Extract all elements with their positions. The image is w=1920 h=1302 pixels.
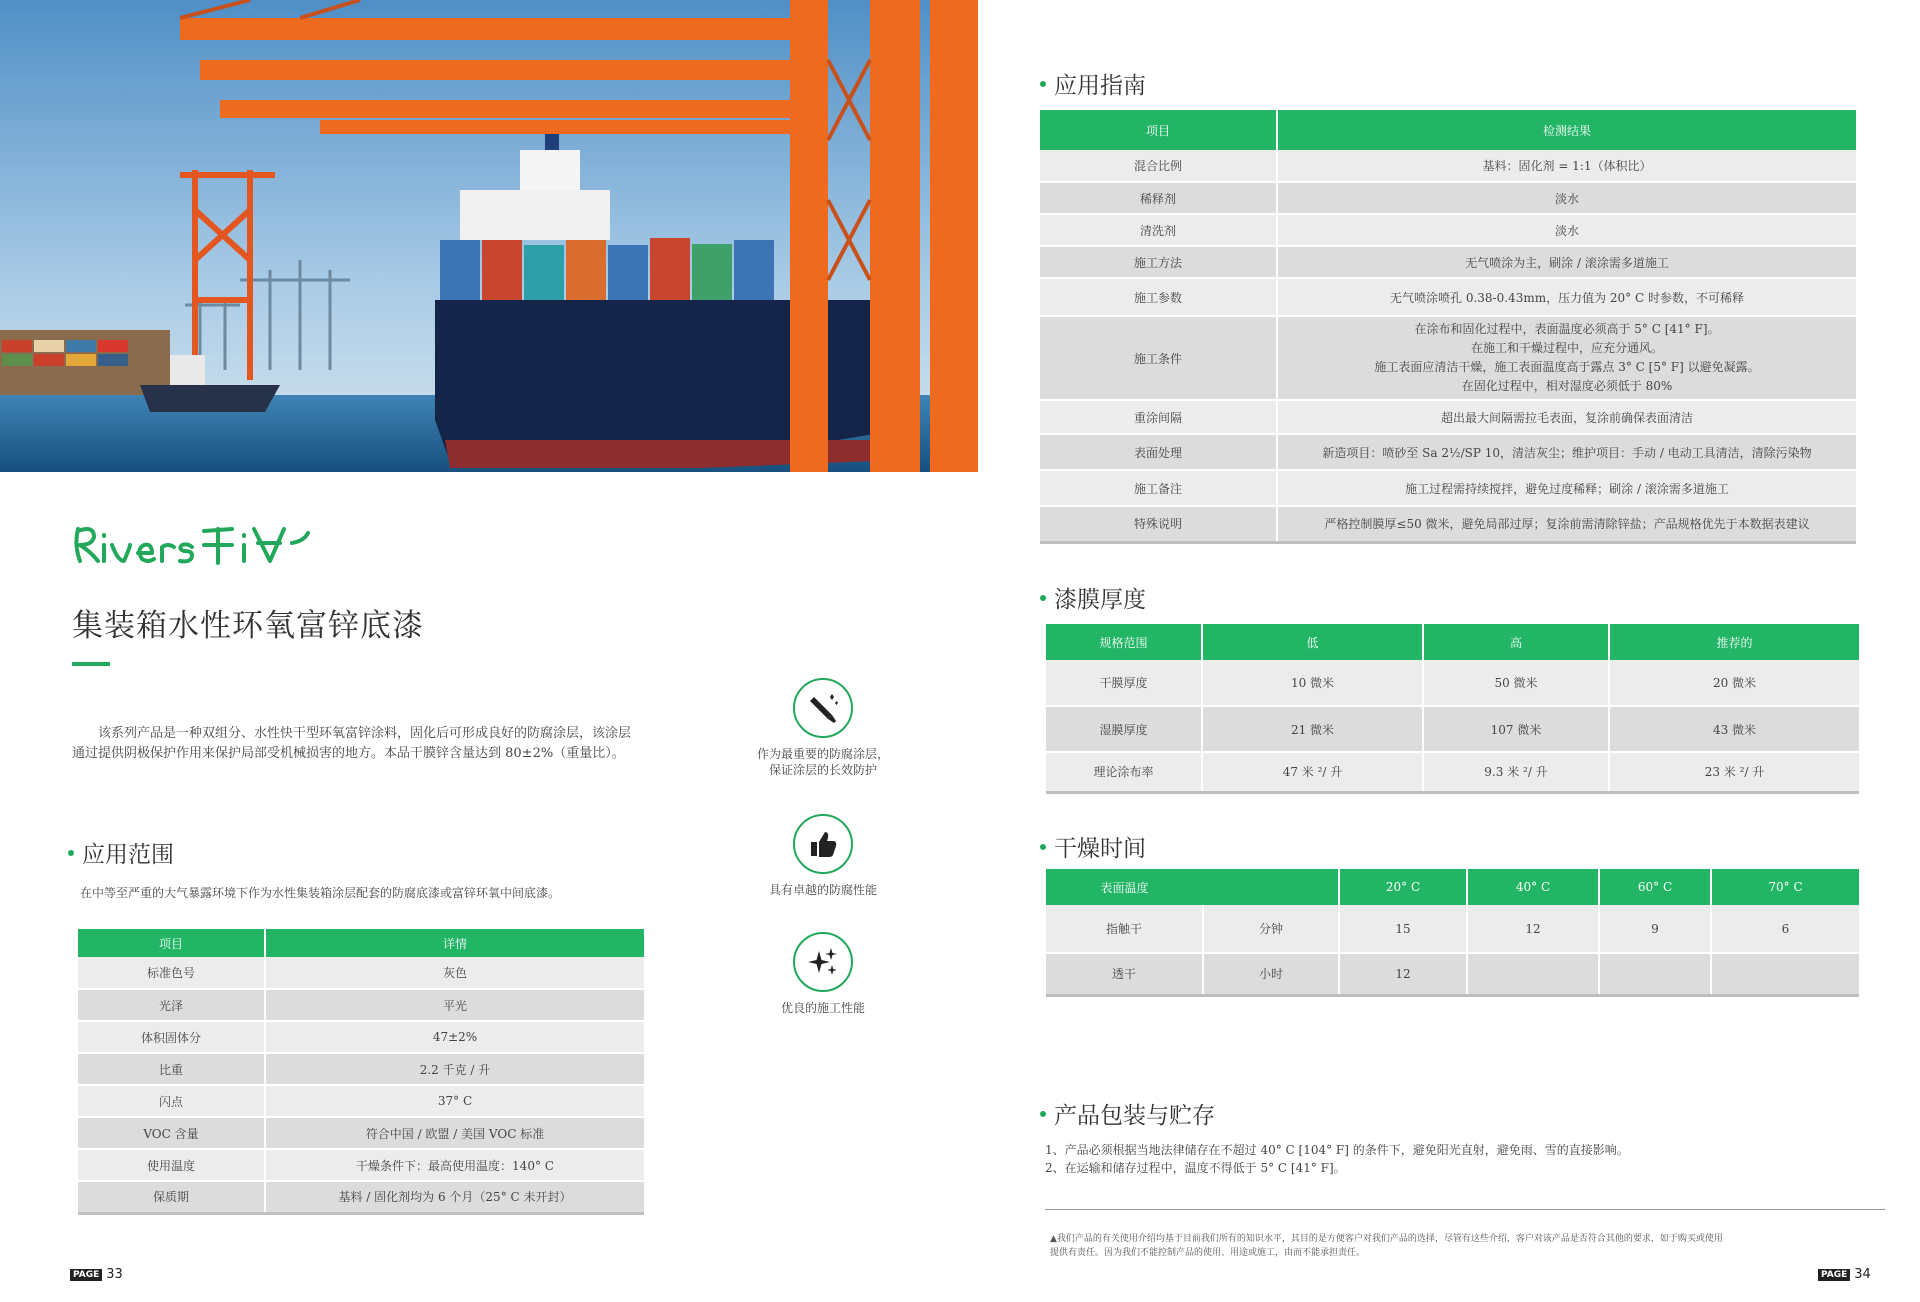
table-row <box>1040 214 1856 246</box>
film-cell: 107 微米 <box>1423 706 1609 752</box>
film-header: 低 <box>1202 624 1423 660</box>
bullet-dot <box>1040 595 1046 601</box>
feature-application <box>728 932 918 1016</box>
film-cell: 47 米 ²/ 升 <box>1202 752 1423 792</box>
guide-cell: 淡水 <box>1277 214 1856 246</box>
storage-line: 1、产品必须根据当地法律储存在不超过 40° C [104° F] 的条件下，避免阳光直射，避免雨、雪的直接影响。 <box>1045 1143 1629 1157</box>
conditions-lines <box>1278 320 1856 396</box>
table-row <box>78 1085 644 1117</box>
film-cell: 20 微米 <box>1609 660 1859 706</box>
scope-heading <box>68 836 174 869</box>
spec-table <box>78 929 644 1215</box>
table-row <box>78 1021 644 1053</box>
guide-cell: 严格控制膜厚≤50 微米，避免局部过厚；复涂前需清除锌盐；产品规格优先于本数据表建议 <box>1277 506 1856 542</box>
spec-cell: 光泽 <box>78 989 265 1021</box>
guide-cell: 施工参数 <box>1040 278 1277 316</box>
guide-cell: 无气喷涂为主，刷涂 / 滚涂需多道施工 <box>1277 246 1856 278</box>
spec-cell: 2.2 千克 / 升 <box>265 1053 644 1085</box>
spec-cell: 干燥条件下：最高使用温度：140° C <box>265 1149 644 1181</box>
drying-time-table <box>1046 869 1859 997</box>
guide-cell: 超出最大间隔需拉毛表面，复涂前确保表面清洁 <box>1277 400 1856 434</box>
table-row <box>1046 752 1859 792</box>
spec-cell: 37° C <box>265 1085 644 1117</box>
dry-cell <box>1711 953 1859 995</box>
guide-cell: 施工方法 <box>1040 246 1277 278</box>
dry-cell <box>1467 953 1599 995</box>
guide-cell: 清洗剂 <box>1040 214 1277 246</box>
dry-header: 70° C <box>1711 869 1859 905</box>
guide-cell: 施工条件 <box>1040 316 1277 400</box>
product-title: 集装箱水性环氧富锌底漆 <box>72 608 424 644</box>
port-photo <box>0 0 978 472</box>
film-cell: 湿膜厚度 <box>1046 706 1202 752</box>
table-row <box>1040 182 1856 214</box>
spec-cell: 体积固体分 <box>78 1021 265 1053</box>
storage-line: 2、在运输和储存过程中，温度不得低于 5° C [41° F]。 <box>1045 1161 1346 1175</box>
page-tag: PAGE <box>70 1269 102 1281</box>
guide-cell: 基料：固化剂 = 1:1（体积比） <box>1277 150 1856 182</box>
film-cell: 理论涂布率 <box>1046 752 1202 792</box>
footer-divider <box>1045 1209 1885 1210</box>
guide-cell: 淡水 <box>1277 182 1856 214</box>
table-row <box>1046 660 1859 706</box>
storage-text <box>1045 1141 1629 1177</box>
spec-cell: 比重 <box>78 1053 265 1085</box>
spec-cell: 平光 <box>265 989 644 1021</box>
bullet-dot <box>1040 1111 1046 1117</box>
table-row <box>1040 316 1856 400</box>
film-cell: 43 微米 <box>1609 706 1859 752</box>
table-row <box>1040 150 1856 182</box>
film-heading-text: 漆膜厚度 <box>1054 587 1146 613</box>
feature-protection <box>728 678 918 778</box>
table-row <box>1046 905 1859 953</box>
feature-performance <box>728 814 918 898</box>
guide-cell: 无气喷涂喷孔 0.38-0.43mm，压力值为 20° C 时参数，不可稀释 <box>1277 278 1856 316</box>
spec-cell: 保质期 <box>78 1181 265 1213</box>
table-row <box>1046 706 1859 752</box>
spec-cell: 符合中国 / 欧盟 / 美国 VOC 标准 <box>265 1117 644 1149</box>
guide-cell: 新造项目：喷砂至 Sa 2½/SP 10，清洁灰尘；维护项目：手动 / 电动工具清洁，清除污染物 <box>1277 434 1856 470</box>
film-cell: 10 微米 <box>1202 660 1423 706</box>
dry-cell: 12 <box>1467 905 1599 953</box>
table-row <box>78 957 644 989</box>
condition-line: 施工表面应清洁干燥，施工表面温度高于露点 3° C [5° F] 以避免凝露。 <box>1374 360 1760 374</box>
film-header: 规格范围 <box>1046 624 1202 660</box>
feature-text: 优良的施工性能 <box>780 1001 865 1015</box>
dry-cell: 9 <box>1599 905 1711 953</box>
film-cell: 干膜厚度 <box>1046 660 1202 706</box>
guide-table <box>1040 110 1856 544</box>
table-row <box>78 1149 644 1181</box>
spec-header-detail: 详情 <box>265 929 644 957</box>
dry-cell: 12 <box>1339 953 1467 995</box>
spec-cell: 基料 / 固化剂均为 6 个月（25° C 未开封） <box>265 1181 644 1213</box>
table-row <box>78 989 644 1021</box>
feature-text: 作为最重要的防腐涂层， <box>756 747 889 761</box>
scope-heading-text: 应用范围 <box>82 842 174 868</box>
feature-text: 具有卓越的防腐性能 <box>768 883 877 897</box>
table-row <box>1040 246 1856 278</box>
guide-cell: 施工过程需持续搅拌，避免过度稀释；刷涂 / 滚涂需多道施工 <box>1277 470 1856 506</box>
table-row <box>1040 506 1856 542</box>
page-number-value: 33 <box>106 1267 123 1282</box>
table-row <box>1040 400 1856 434</box>
condition-line: 在施工和干燥过程中，应充分通风。 <box>1470 341 1663 355</box>
dry-cell: 15 <box>1339 905 1467 953</box>
spec-cell: 灰色 <box>265 957 644 989</box>
condition-line: 在固化过程中，相对湿度必须低于 80% <box>1461 379 1673 393</box>
spec-header-item: 项目 <box>78 929 265 957</box>
spec-cell: 标准色号 <box>78 957 265 989</box>
table-row <box>1040 470 1856 506</box>
page-number-left <box>70 1267 123 1282</box>
guide-header-result: 检测结果 <box>1277 110 1856 150</box>
dry-header <box>1203 869 1339 905</box>
film-header: 推荐的 <box>1609 624 1859 660</box>
guide-cell: 表面处理 <box>1040 434 1277 470</box>
guide-cell: 施工备注 <box>1040 470 1277 506</box>
film-thickness-table <box>1046 624 1859 794</box>
bullet-dot <box>68 850 74 856</box>
guide-heading <box>1040 67 1146 100</box>
film-cell: 9.3 米 ²/ 升 <box>1423 752 1609 792</box>
table-row <box>78 1117 644 1149</box>
spec-cell: 47±2% <box>265 1021 644 1053</box>
table-row <box>1040 278 1856 316</box>
dry-heading-text: 干燥时间 <box>1054 836 1146 862</box>
film-cell: 23 米 ²/ 升 <box>1609 752 1859 792</box>
film-cell: 21 微米 <box>1202 706 1423 752</box>
spec-cell: 闪点 <box>78 1085 265 1117</box>
guide-cell: 混合比例 <box>1040 150 1277 182</box>
table-row <box>78 1053 644 1085</box>
dry-heading <box>1040 830 1146 863</box>
feature-text: 保证涂层的长效防护 <box>768 763 877 777</box>
page-tag: PAGE <box>1818 1269 1850 1281</box>
disclaimer-note: ▲我们产品的有关使用介绍均基于目前我们所有的知识水平，其目的是方便客户对我们产品的选择，尽管有这些介绍，客户对该产品是否符合其他的要求，如于购买或使用提供有责任。因为我们不能控制产品的使用、用途或施工，由而不能承担责任。 <box>1050 1234 1723 1258</box>
storage-heading <box>1040 1097 1215 1130</box>
sparkles-icon <box>793 932 853 992</box>
thumbs-up-icon <box>793 814 853 874</box>
intro-paragraph: 该系列产品是一种双组分、水性快干型环氧富锌涂料，固化后可形成良好的防腐涂层，该涂层通过提供阴极保护作用来保护局部受机械损害的地方。本品干膜锌含量达到 80±2%（重量比）。 <box>72 726 632 761</box>
storage-heading-text: 产品包装与贮存 <box>1054 1103 1215 1129</box>
guide-cell: 稀释剂 <box>1040 182 1277 214</box>
dry-header: 20° C <box>1339 869 1467 905</box>
scope-text: 在中等至严重的大气暴露环境下作为水性集装箱涂层配套的防腐底漆或富锌环氧中间底漆。 <box>80 886 561 900</box>
dry-cell <box>1599 953 1711 995</box>
title-underline <box>72 662 110 666</box>
dry-cell: 小时 <box>1203 953 1339 995</box>
table-row <box>1046 953 1859 995</box>
dry-cell: 分钟 <box>1203 905 1339 953</box>
spec-cell: VOC 含量 <box>78 1117 265 1149</box>
guide-cell-multiline <box>1277 316 1856 400</box>
bullet-dot <box>1040 81 1046 87</box>
guide-cell: 特殊说明 <box>1040 506 1277 542</box>
brush-shield-icon <box>793 678 853 738</box>
page-number-value: 34 <box>1854 1267 1871 1282</box>
guide-heading-text: 应用指南 <box>1054 73 1146 99</box>
dry-cell: 透干 <box>1046 953 1203 995</box>
brand-logo <box>72 523 312 573</box>
film-cell: 50 微米 <box>1423 660 1609 706</box>
dry-header: 表面温度 <box>1046 869 1203 905</box>
dry-header: 60° C <box>1599 869 1711 905</box>
dry-cell: 6 <box>1711 905 1859 953</box>
spec-cell: 使用温度 <box>78 1149 265 1181</box>
table-row <box>1040 434 1856 470</box>
film-heading <box>1040 581 1146 614</box>
dry-header: 40° C <box>1467 869 1599 905</box>
page-number-right <box>1818 1267 1871 1282</box>
bullet-dot <box>1040 844 1046 850</box>
condition-line: 在涂布和固化过程中，表面温度必须高于 5° C [41° F]。 <box>1414 322 1720 336</box>
table-row <box>78 1181 644 1213</box>
guide-header-item: 项目 <box>1040 110 1277 150</box>
guide-cell: 重涂间隔 <box>1040 400 1277 434</box>
film-header: 高 <box>1423 624 1609 660</box>
dry-cell: 指触干 <box>1046 905 1203 953</box>
